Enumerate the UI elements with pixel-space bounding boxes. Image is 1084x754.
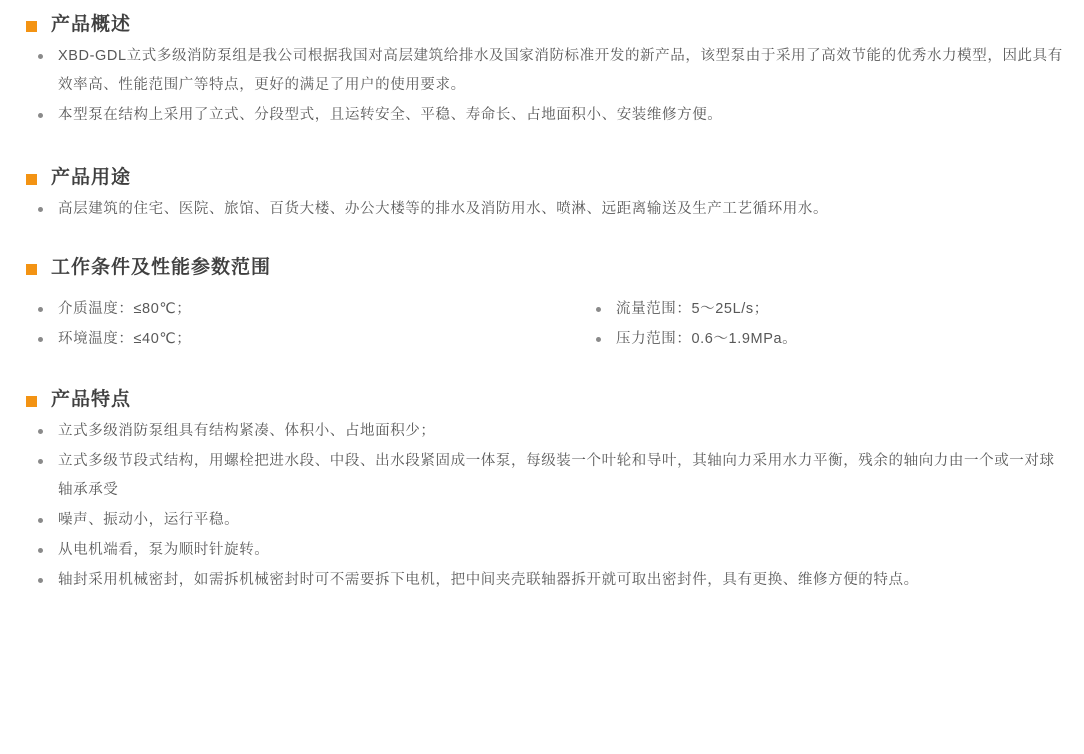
- list-item: 噪声、振动小，运行平稳。: [26, 506, 1066, 535]
- section-title: 产品概述: [51, 14, 132, 35]
- list-item: 环境温度：≤40℃；: [26, 325, 546, 354]
- section-heading: [26, 165, 1066, 191]
- section-heading: [26, 387, 1066, 413]
- section-product-overview: [26, 12, 1066, 130]
- features-list: [26, 417, 1066, 595]
- parameters-right-list: [584, 295, 1066, 354]
- orange-square-icon: [26, 264, 37, 275]
- orange-square-icon: [26, 396, 37, 407]
- list-item: 压力范围：0.6～1.9MPa。: [584, 325, 1066, 354]
- orange-square-icon: [26, 21, 37, 32]
- list-item: 高层建筑的住宅、医院、旅馆、百货大楼、办公大楼等的排水及消防用水、喷淋、远距离输送及生产工艺循环用水。: [26, 195, 1066, 224]
- parameters-left-list: [26, 295, 546, 354]
- list-item: 介质温度：≤80℃；: [26, 295, 546, 324]
- section-heading: [26, 12, 1066, 38]
- overview-list: [26, 42, 1066, 130]
- spacer: [26, 355, 1066, 387]
- application-list: [26, 195, 1066, 224]
- section-title: 产品用途: [51, 167, 132, 188]
- list-item: XBD-GDL立式多级消防泵组是我公司根据我国对高层建筑给排水及国家消防标准开发的新产品，该型泵由于采用了高效节能的优秀水力模型，因此具有效率高、性能范围广等特点，更好的满足了用户的使用要求。: [26, 42, 1066, 100]
- section-title: 工作条件及性能参数范围: [51, 257, 272, 278]
- list-item: 轴封采用机械密封，如需拆机械密封时可不需要拆下电机，把中间夹壳联轴器拆开就可取出密封件，具有更换、维修方便的特点。: [26, 566, 1066, 595]
- spacer: [26, 285, 1066, 295]
- section-heading: [26, 255, 1066, 281]
- spacer: [26, 225, 1066, 255]
- list-item: 立式多级节段式结构，用螺栓把进水段、中段、出水段紧固成一体泵，每级装一个叶轮和导叶，其轴向力采用水力平衡，残余的轴向力由一个或一对球轴承承受: [26, 447, 1066, 505]
- section-working-conditions: [26, 255, 1066, 355]
- section-product-features: [26, 387, 1066, 595]
- parameters-right-column: [546, 295, 1066, 355]
- list-item: 流量范围：5～25L/s；: [584, 295, 1066, 324]
- parameters-left-column: [26, 295, 546, 355]
- list-item: 从电机端看，泵为顺时针旋转。: [26, 536, 1066, 565]
- spacer: [26, 131, 1066, 165]
- orange-square-icon: [26, 174, 37, 185]
- section-product-application: [26, 165, 1066, 224]
- parameters-two-column: [26, 295, 1066, 355]
- section-title: 产品特点: [51, 389, 132, 410]
- list-item: 本型泵在结构上采用了立式、分段型式，且运转安全、平稳、寿命长、占地面积小、安装维修方便。: [26, 101, 1066, 130]
- list-item: 立式多级消防泵组具有结构紧凑、体积小、占地面积少；: [26, 417, 1066, 446]
